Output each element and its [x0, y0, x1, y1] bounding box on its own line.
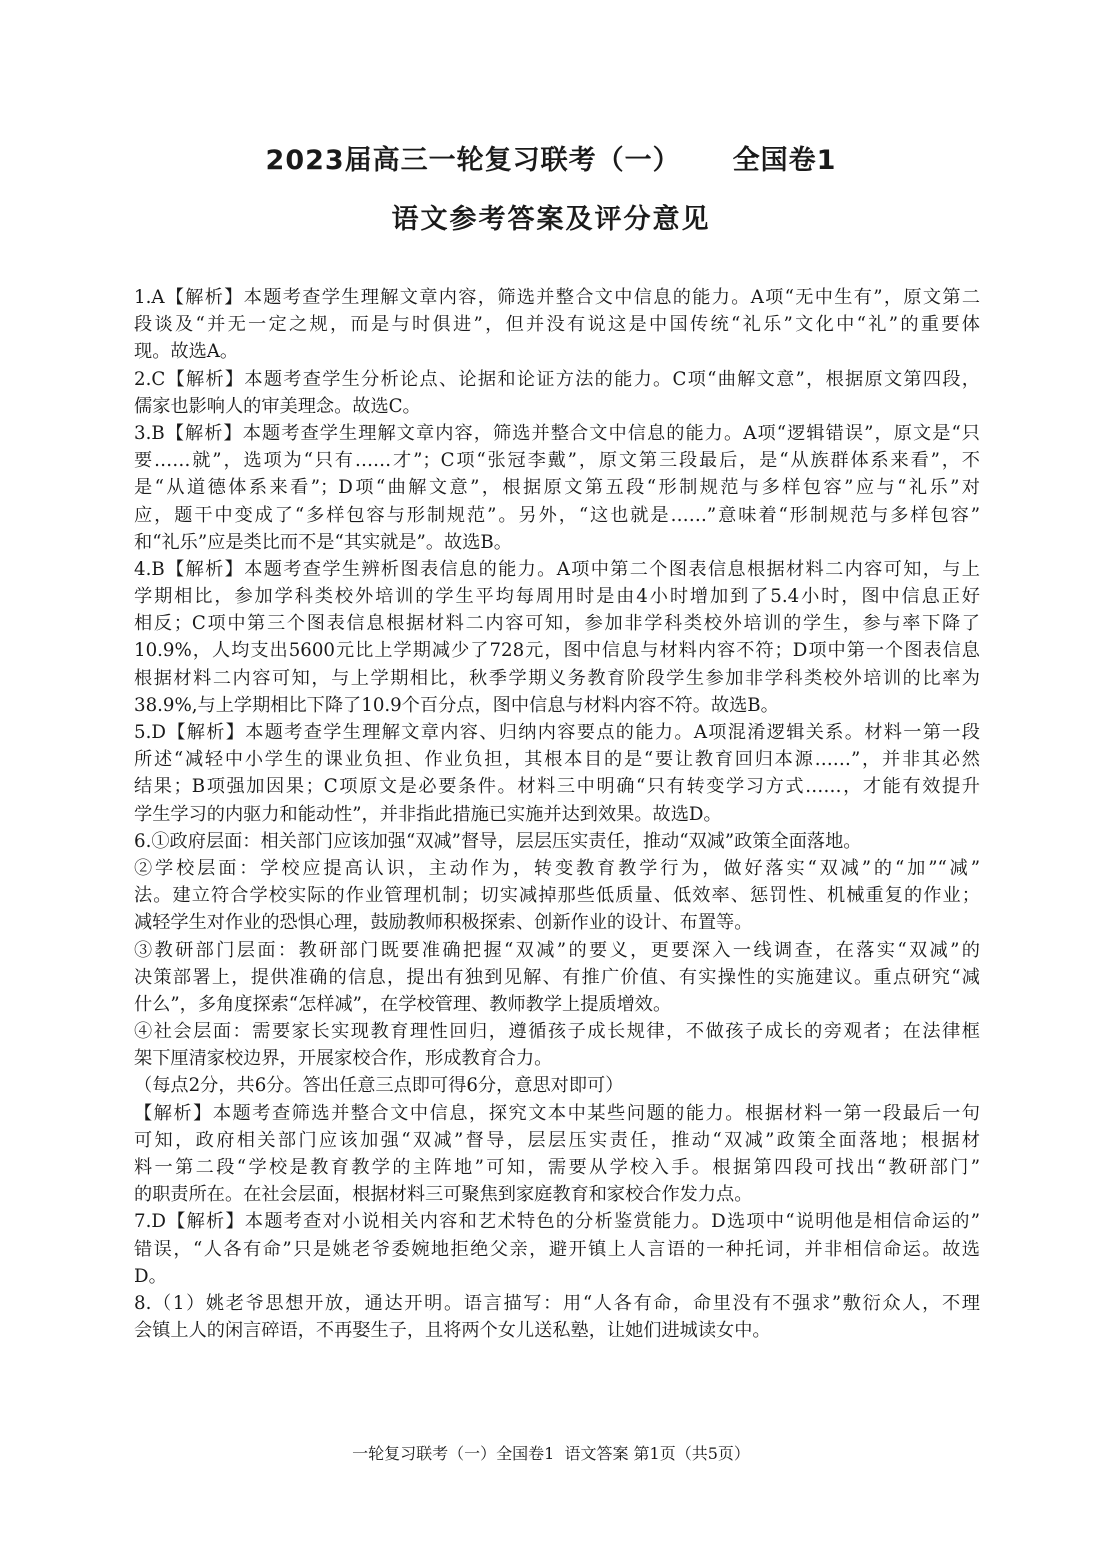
document-subtitle: 语文参考答案及评分意见 [391, 204, 711, 235]
text-line: 2.C【解析】本题考查学生分析论点、论据和论证方法的能力。C项“曲解文意”，根据原文第四段， [134, 368, 980, 390]
text-line: 架下厘清家校边界，开展家校合作，形成教育合力。 [134, 1048, 553, 1070]
text-line: 学期相比，参加学科类校外培训的学生平均每周用时是由4小时增加到了5.4小时，图中信息正好 [134, 586, 980, 608]
page-footer: 一轮复习联考（一）全国卷1 语文答案 第1页（共5页） [352, 1444, 750, 1463]
text-line: 所述“减轻中小学生的课业负担、作业负担，其根本目的是“要让教育回归本源……”，并非其必然 [134, 749, 980, 771]
text-line: 会镇上人的闲言碎语，不再娶生子，且将两个女儿送私塾，让她们进城读女中。 [134, 1320, 771, 1342]
text-line: 和“礼乐”应是类比而不是“其实就是”。故选B。 [134, 531, 512, 553]
answer-content [134, 284, 980, 1344]
text-line: 【解析】本题考查筛选并整合文中信息，探究文本中某些问题的能力。根据材料一第一段最后一句 [134, 1102, 980, 1124]
text-line: 法。建立符合学校实际的作业管理机制；切实减掉那些低质量、低效率、惩罚性、机械重复的作业； [134, 885, 980, 907]
text-line: 相反；C项中第三个图表信息根据材料二内容可知，参加非学科类校外培训的学生，参与率下降了 [134, 613, 980, 635]
text-line: 1.A【解析】本题考查学生理解文章内容，筛选并整合文中信息的能力。A项“无中生有”，原文第二 [134, 287, 981, 308]
text-line: 应，题干中变成了“多样包容与形制规范”。另外，“这也就是……”意味着“形制规范与多样包容” [134, 504, 980, 526]
text-line: 7.D【解析】本题考查对小说相关内容和艺术特色的分析鉴赏能力。D选项中“说明他是相信命运的” [134, 1211, 980, 1233]
text-line: 料一第二段“学校是教育教学的主阵地”可知，需要从学校入手。根据第四段可找出“教研部门” [134, 1157, 980, 1178]
text-line: 减轻学生对作业的恐惧心理，鼓励教师积极探索、创新作业的设计、布置等。 [134, 912, 753, 934]
text-line: 什么”，多角度探索“怎样减”，在学校管理、教师教学上提质增效。 [134, 993, 672, 1015]
text-line: 3.B【解析】本题考查学生理解文章内容，筛选并整合文中信息的能力。A项“逻辑错误”，原文是“只 [134, 422, 980, 444]
text-line: 8.（1）姚老爷思想开放，通达开明。语言描写：用“人各有命，命里没有不强求”敷衍众人，不理 [134, 1292, 980, 1314]
text-line: 6.①政府层面：相关部门应该加强“双减”督导，层层压实责任，推动“双减”政策全面落地。 [134, 830, 862, 852]
text-line: 结果；B项强加因果；C项原文是必要条件。材料三中明确“只有转变学习方式……，才能有效提升 [134, 776, 980, 798]
text-line: 要……就”，选项为“只有……才”；C项“张冠李戴”，原文第三段最后，是“从族群体系来看”，不 [134, 450, 980, 472]
text-line: ④社会层面：需要家长实现教育理性回归，遵循孩子成长规律，不做孩子成长的旁观者；在法律框 [134, 1021, 980, 1043]
text-line: 学生学习的内驱力和能动性”，并非指此措施已实施并达到效果。故选D。 [134, 803, 722, 825]
text-line: 是“从道德体系来看”；D项“曲解文意”，根据原文第五段“形制规范与多样包容”应与“礼乐”对 [134, 477, 980, 499]
text-line: 段谈及“并无一定之规，而是与时俱进”，但并没有说这是中国传统“礼乐”文化中“礼”的重要体 [134, 314, 980, 336]
text-line: （每点2分，共6分。答出任意三点即可得6分，意思对即可） [134, 1075, 624, 1097]
text-line: 5.D【解析】本题考查学生理解文章内容、归纳内容要点的能力。A项混淆逻辑关系。材料一第一段 [134, 722, 980, 743]
text-line: 10.9%，人均支出5600元比上学期减少了728元，图中信息与材料内容不符；D项中第一个图表信息 [134, 640, 980, 662]
text-line: 4.B【解析】本题考查学生辨析图表信息的能力。A项中第二个图表信息根据材料二内容可知，与上 [134, 558, 980, 580]
text-line: ②学校层面：学校应提高认识，主动作为，转变教育教学行为，做好落实“双减”的“加”“减” [134, 857, 980, 879]
exam-title: 2023届高三一轮复习联考（一） 全国卷1 [265, 145, 837, 176]
text-line: 错误，“人各有命”只是姚老爷委婉地拒绝父亲，避开镇上人言语的一种托词，并非相信命运。故选 [134, 1238, 980, 1260]
text-line: 的职责所在。在社会层面，根据材料三可聚焦到家庭教育和家校合作发力点。 [134, 1184, 753, 1206]
text-line: 38.9%,与上学期相比下降了10.9个百分点，图中信息与材料内容不符。故选B。 [134, 694, 779, 716]
text-line: 决策部署上，提供准确的信息，提出有独到见解、有推广价值、有实操性的实施建议。重点研究“减 [134, 966, 980, 988]
text-line: 现。故选A。 [134, 341, 239, 363]
text-line: 可知，政府相关部门应该加强“双减”督导，层层压实责任，推动“双减”政策全面落地；根据材 [134, 1129, 980, 1151]
text-line: D。 [134, 1265, 167, 1287]
text-line: ③教研部门层面：教研部门既要准确把握“双减”的要义，更要深入一线调查，在落实“双减”的 [134, 939, 980, 961]
text-line: 根据材料二内容可知，与上学期相比，秋季学期义务教育阶段学生参加非学科类校外培训的比率为 [134, 667, 980, 689]
text-line: 儒家也影响人的审美理念。故选C。 [134, 395, 421, 417]
